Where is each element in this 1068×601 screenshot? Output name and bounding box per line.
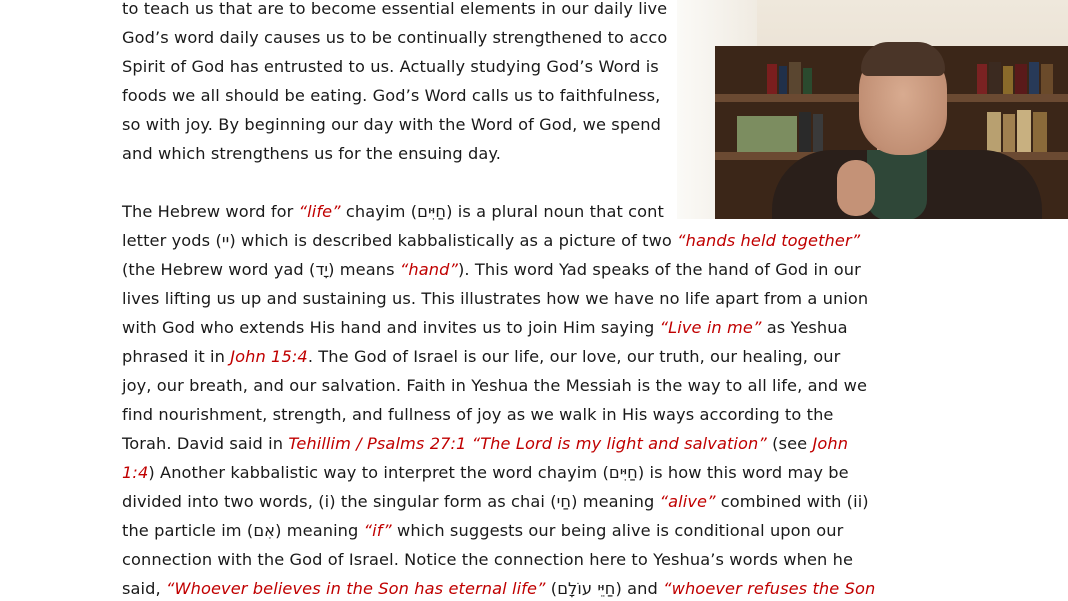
- scripture-reference-link[interactable]: Tehillim / Psalms 27:1: [288, 434, 467, 453]
- text-line: [122, 492, 869, 512]
- scripture-reference-link[interactable]: 1:4: [122, 463, 149, 482]
- text-span: combined with (ii): [715, 492, 869, 511]
- text-line: [122, 521, 843, 541]
- highlighted-quote: “hand”: [399, 260, 458, 279]
- text-span: chayim (חַיִּים) is a plural noun that cont: [340, 202, 664, 221]
- highlighted-quote: “hands held together”: [677, 231, 861, 250]
- scripture-reference-link[interactable]: John 15:4: [230, 347, 308, 366]
- text-line: [122, 434, 848, 454]
- text-span: . The God of Israel is our life, our love, our truth, our healing, our: [307, 347, 841, 366]
- text-line: [122, 57, 659, 77]
- text-span: phrased it in: [122, 347, 231, 366]
- text-line: [122, 144, 501, 164]
- text-span: find nourishment, strength, and fullness of joy as we walk in His ways according to the: [122, 405, 834, 424]
- webcam-video-overlay: [677, 0, 1068, 219]
- text-span: (see: [766, 434, 813, 453]
- text-line: [122, 86, 660, 106]
- text-span: ). This word Yad speaks of the hand of God in our: [457, 260, 861, 279]
- text-line: [122, 231, 860, 251]
- text-line: [122, 550, 853, 570]
- text-span: foods we all should be eating. God’s Word calls us to faithfulness,: [122, 86, 661, 105]
- text-line: [122, 579, 875, 599]
- text-line: [122, 405, 834, 425]
- highlighted-quote: “life”: [298, 202, 341, 221]
- text-line: [122, 0, 667, 19]
- person-hand: [837, 160, 875, 216]
- text-span: with God who extends His hand and invites us to join Him saying: [122, 318, 660, 337]
- text-line: [122, 318, 848, 338]
- text-span: (חַיֵּי עוֹלָם) and: [545, 579, 664, 598]
- highlighted-quote: “The Lord is my light and salvation”: [471, 434, 767, 453]
- text-span: said,: [122, 579, 167, 598]
- text-span: ) Another kabbalistic way to interpret the word chayim (חַיִּים) is how this word may be: [148, 463, 849, 482]
- text-line: [122, 289, 868, 309]
- text-span: Spirit of God has entrusted to us. Actually studying God’s Word is: [122, 57, 659, 76]
- highlighted-quote: “Whoever believes in the Son has eternal life”: [166, 579, 546, 598]
- text-span: the particle im (אִם) meaning: [122, 521, 364, 540]
- text-line: [122, 260, 861, 280]
- person-collar: [867, 150, 927, 219]
- text-span: lives lifting us up and sustaining us. This illustrates how we have no life apart from a union: [122, 289, 869, 308]
- text-span: letter yods (יי) which is described kabbalistically as a picture of two: [122, 231, 678, 250]
- highlighted-quote: “Live in me”: [659, 318, 762, 337]
- text-span: which suggests our being alive is conditional upon our: [391, 521, 844, 540]
- text-span: The Hebrew word for: [122, 202, 299, 221]
- highlighted-quote: “whoever refuses the Son: [663, 579, 876, 598]
- text-span: to teach us that are to become essential elements in our daily live: [122, 0, 668, 18]
- text-span: as Yeshua: [761, 318, 848, 337]
- text-span: divided into two words, (i) the singular form as chai (חַי) meaning: [122, 492, 660, 511]
- text-span: and which strengthens us for the ensuing day.: [122, 144, 502, 163]
- scripture-reference-link[interactable]: John: [812, 434, 849, 453]
- text-line: [122, 115, 661, 135]
- text-span: Torah. David said in: [122, 434, 289, 453]
- text-line: [122, 376, 867, 396]
- text-line: [122, 463, 849, 483]
- person-hair: [861, 42, 945, 76]
- text-span: connection with the God of Israel. Notice the connection here to Yeshua’s words when he: [122, 550, 854, 569]
- text-span: (the Hebrew word yad (יָד) means: [122, 260, 400, 279]
- text-span: God’s word daily causes us to be continually strengthened to acco: [122, 28, 668, 47]
- text-line: [122, 202, 664, 222]
- highlighted-quote: “if”: [363, 521, 392, 540]
- highlighted-quote: “alive”: [659, 492, 716, 511]
- text-span: joy, our breath, and our salvation. Faith in Yeshua the Messiah is the way to all life, and we: [122, 376, 868, 395]
- text-line: [122, 347, 840, 367]
- text-line: [122, 28, 667, 48]
- text-span: so with joy. By beginning our day with the Word of God, we spend: [122, 115, 662, 134]
